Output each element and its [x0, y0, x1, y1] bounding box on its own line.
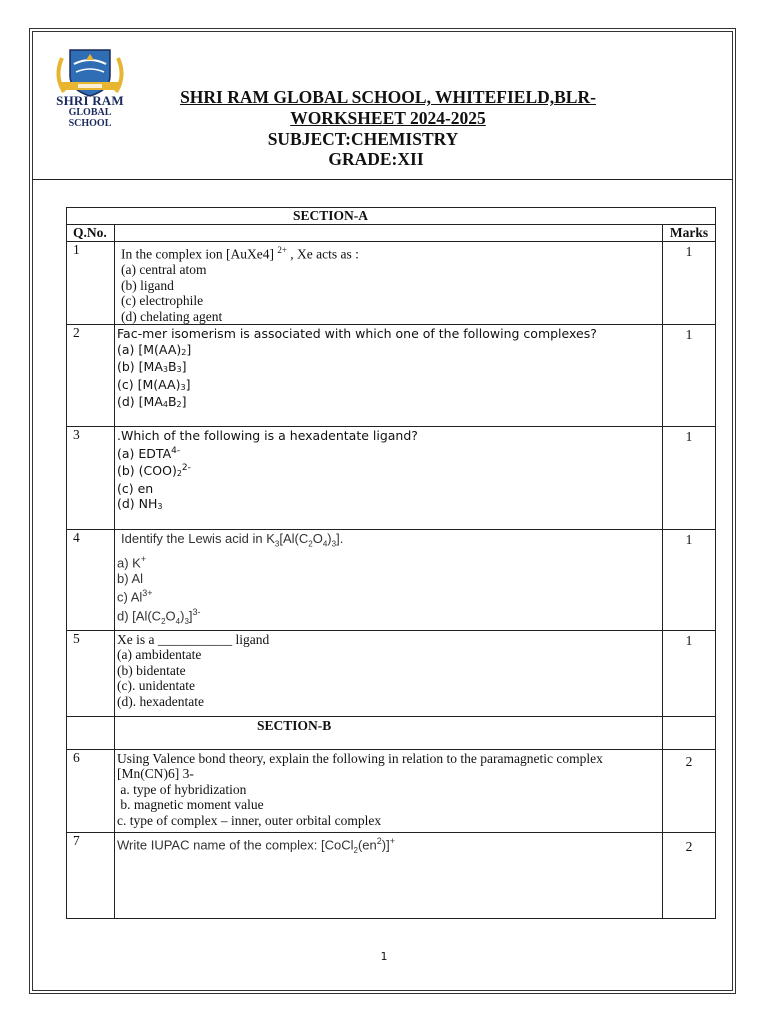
option: (a) ambidentate: [117, 647, 202, 663]
question-marks: 1: [662, 630, 715, 716]
question-marks: 2: [662, 832, 715, 918]
question-number: 2: [67, 325, 115, 427]
option: b. magnetic moment value: [117, 797, 264, 813]
option: (a) central atom: [121, 262, 207, 277]
question-row-7: [67, 832, 716, 918]
section-b-row: [67, 716, 716, 749]
logo-line-1: SHRI RAM: [56, 93, 124, 108]
section-a-row: [67, 208, 716, 225]
option: (a) [M(AA)2]: [117, 341, 192, 357]
question-text: Write IUPAC name of the complex: $[CoCl_2(en^2)]^+$: [117, 835, 395, 855]
question-number: 4: [67, 530, 115, 631]
question-row-3: [67, 427, 716, 530]
question-body: [115, 749, 663, 832]
section-b-label: SECTION-B: [257, 717, 332, 733]
header-divider: [32, 179, 733, 180]
option: (d) [MA4B2]: [117, 394, 187, 409]
question-body: [115, 242, 663, 325]
question-row-2: [67, 325, 716, 427]
option: c. type of complex – inner, outer orbital complex: [117, 812, 382, 828]
question-text: Identify the Lewis acid in $K_3[Al(C_2O_4)_3]$.: [121, 531, 344, 549]
option: (b) [MA3B3]: [117, 359, 187, 374]
question-text: Fac-mer isomerism is associated with which one of the following complexes?: [117, 326, 597, 341]
option: (d). hexadentate: [117, 693, 204, 709]
question-header: [115, 225, 663, 242]
option: d) $[Al(C_2O_4)_3]^{3-}$: [117, 607, 201, 627]
question-body: [115, 325, 663, 427]
question-marks: 1: [662, 427, 715, 530]
section-a-label: SECTION-A: [293, 208, 369, 223]
logo-line-2: GLOBAL: [68, 107, 112, 118]
question-number: 5: [67, 630, 115, 716]
option: (c) en: [117, 480, 154, 496]
question-row-4: [67, 530, 716, 631]
page-number: 1: [380, 950, 388, 963]
section-b-title: [115, 716, 663, 749]
section-a-title: [67, 208, 716, 225]
logo-line-3: SCHOOL: [68, 118, 112, 129]
option: (b) $(COO)2^{2-}$: [117, 463, 191, 479]
option: (b) ligand: [121, 277, 174, 293]
question-marks: 1: [662, 242, 715, 325]
option: a) K+: [117, 554, 147, 571]
option: a. type of hybridization: [117, 781, 247, 797]
header-row: [67, 225, 716, 242]
question-body: [115, 832, 663, 918]
school-name-text: SHRI RAM GLOBAL SCHOOL, WHITEFIELD,BLR-: [180, 87, 596, 107]
question-body: [115, 530, 663, 631]
section-b-marks-cell: [662, 716, 715, 749]
option: (c) [M(AA)3]: [117, 376, 191, 392]
worksheet-table: [66, 207, 716, 919]
option: (c). unidentate: [117, 678, 195, 694]
subject-title: SUBJECT:CHEMISTRY: [267, 129, 459, 149]
worksheet-title-text: WORKSHEET 2024-2025: [290, 108, 486, 128]
question-text-pre: In the complex ion [AuXe4]: [121, 246, 278, 262]
option: (b) bidentate: [117, 662, 186, 678]
question-row-1: [67, 242, 716, 325]
option: (d) chelating agent: [121, 308, 223, 324]
question-marks: 1: [662, 325, 715, 427]
question-number: 3: [67, 427, 115, 530]
question-body: [115, 427, 663, 530]
question-number: 7: [67, 832, 115, 918]
option: b) Al: [117, 570, 144, 586]
question-text-post: , Xe acts as :: [286, 246, 359, 262]
option: (a) $EDTA^{4-}$: [117, 445, 181, 461]
question-row-5: [67, 630, 716, 716]
option: (d) NH3: [117, 496, 163, 512]
section-b-empty-cell: [67, 716, 115, 749]
marks-header: Marks: [662, 225, 715, 242]
grade-title: GRADE:XII: [328, 149, 424, 169]
school-name: [168, 87, 608, 108]
option: c) $Al^{3+}$: [117, 588, 153, 605]
question-text: [121, 243, 660, 262]
qno-header: Q.No.: [67, 225, 115, 242]
question-row-6: [67, 749, 716, 832]
question-text: Xe is a ___________ ligand: [117, 631, 270, 647]
question-marks: 1: [662, 530, 715, 631]
worksheet-title: [168, 108, 608, 129]
question-number: 1: [67, 242, 115, 325]
logo-text: [44, 94, 136, 129]
question-text: .Which of the following is a hexadentate ligand?: [117, 428, 418, 443]
question-text: Using Valence bond theory, explain the following in relation to the paramagnetic complex [Mn(CN)6] 3-: [117, 750, 603, 782]
option: (c) electrophile: [121, 293, 204, 308]
question-text-sup: 2+: [277, 245, 287, 255]
question-number: 6: [67, 749, 115, 832]
question-marks: 2: [662, 749, 715, 832]
question-body: [115, 630, 663, 716]
